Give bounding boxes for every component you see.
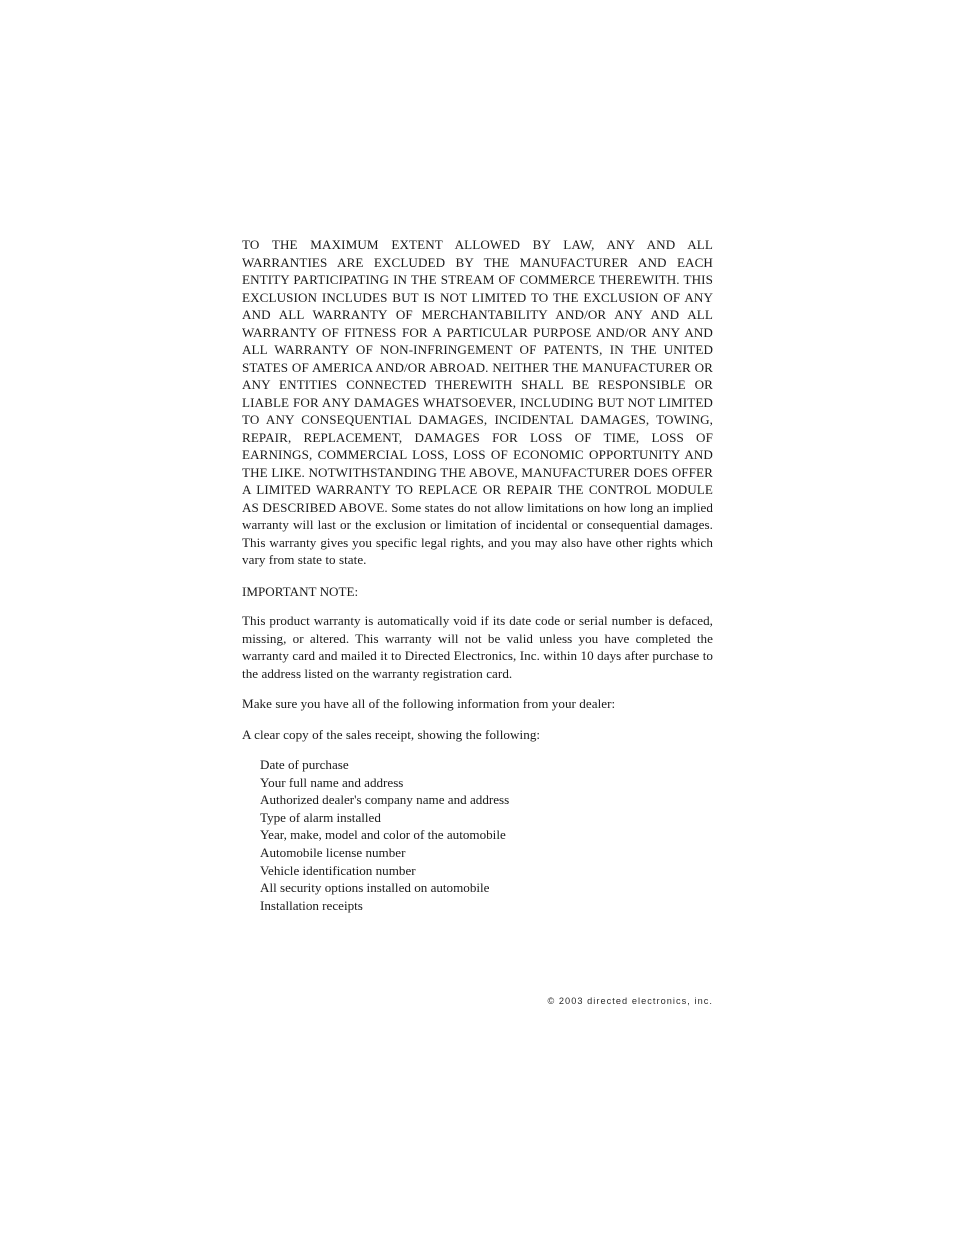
dealer-info-intro: Make sure you have all of the following information from your dealer: (242, 696, 616, 711)
list-item: Year, make, model and color of the automobile (260, 827, 506, 843)
list-item: Automobile license number (260, 844, 406, 860)
receipt-intro: A clear copy of the sales receipt, showing the following: (242, 726, 541, 742)
warranty-exclusion-regular: Some states do not allow limitations on how long an implied warranty will last or the exclusion or limitation of incidental or consequential damages. This warranty gives you specific legal rights, and you may also have other rights which vary from state to state. (242, 499, 713, 567)
list-item: Authorized dealer's company name and address (260, 792, 510, 808)
warranty-page (242, 236, 713, 914)
list-item: All security options installed on automobile (260, 880, 490, 896)
receipt-items-list (242, 756, 713, 914)
important-note-heading: IMPORTANT NOTE: (242, 583, 359, 599)
important-note-body: This product warranty is automatically void if its date code or serial number is defaced, missing, or altered. This warranty will not be valid unless you have completed the warranty card and mailed it to Directed Electronics, Inc. within 10 days after purchase to the address listed on the warranty registration card. (242, 613, 713, 681)
copyright-footer: © 2003 directed electronics, inc. (547, 996, 713, 1006)
list-item: Your full name and address (260, 774, 404, 790)
warranty-exclusion-caps: TO THE MAXIMUM EXTENT ALLOWED BY LAW, ANY AND ALL WARRANTIES ARE EXCLUDED BY THE MANUFACTURER AND EACH ENTITY PARTICIPATING IN THE STREAM OF COMMERCE THEREWITH. THIS EXCLUSION INCLUDES BUT IS NOT LIMITED TO THE EXCLUSION OF ANY AND ALL WARRANTY OF MERCHANTABILITY AND/OR ANY AND ALL WARRANTY OF FITNESS FOR A PARTICULAR PURPOSE AND/OR ANY AND ALL WARRANTY OF NON-INFRINGEMENT OF PATENTS, IN THE UNITED STATES OF AMERICA AND/OR ABROAD. NEITHER THE MANUFACTURER OR ANY ENTITIES CONNECTED THEREWITH SHALL BE RESPONSIBLE OR LIABLE FOR ANY DAMAGES WHATSOEVER, INCLUDING BUT NOT LIMITED TO ANY CONSEQUENTIAL DAMAGES, INCIDENTAL DAMAGES, TOWING, REPAIR, REPLACEMENT, DAMAGES FOR LOSS OF TIME, LOSS OF EARNINGS, COMMERCIAL LOSS, LOSS OF ECONOMIC OPPORTUNITY AND THE LIKE. NOTWITHSTANDING THE ABOVE, MANUFACTURER DOES OFFER A LIMITED WARRANTY TO REPLACE OR REPAIR THE CONTROL MODULE AS DESCRIBED ABOVE. (242, 237, 713, 515)
list-item: Type of alarm installed (260, 809, 381, 825)
warranty-exclusion-paragraph (242, 236, 713, 569)
list-item: Installation receipts (260, 897, 363, 913)
list-item: Vehicle identification number (260, 862, 416, 878)
list-item: Date of purchase (260, 757, 349, 772)
